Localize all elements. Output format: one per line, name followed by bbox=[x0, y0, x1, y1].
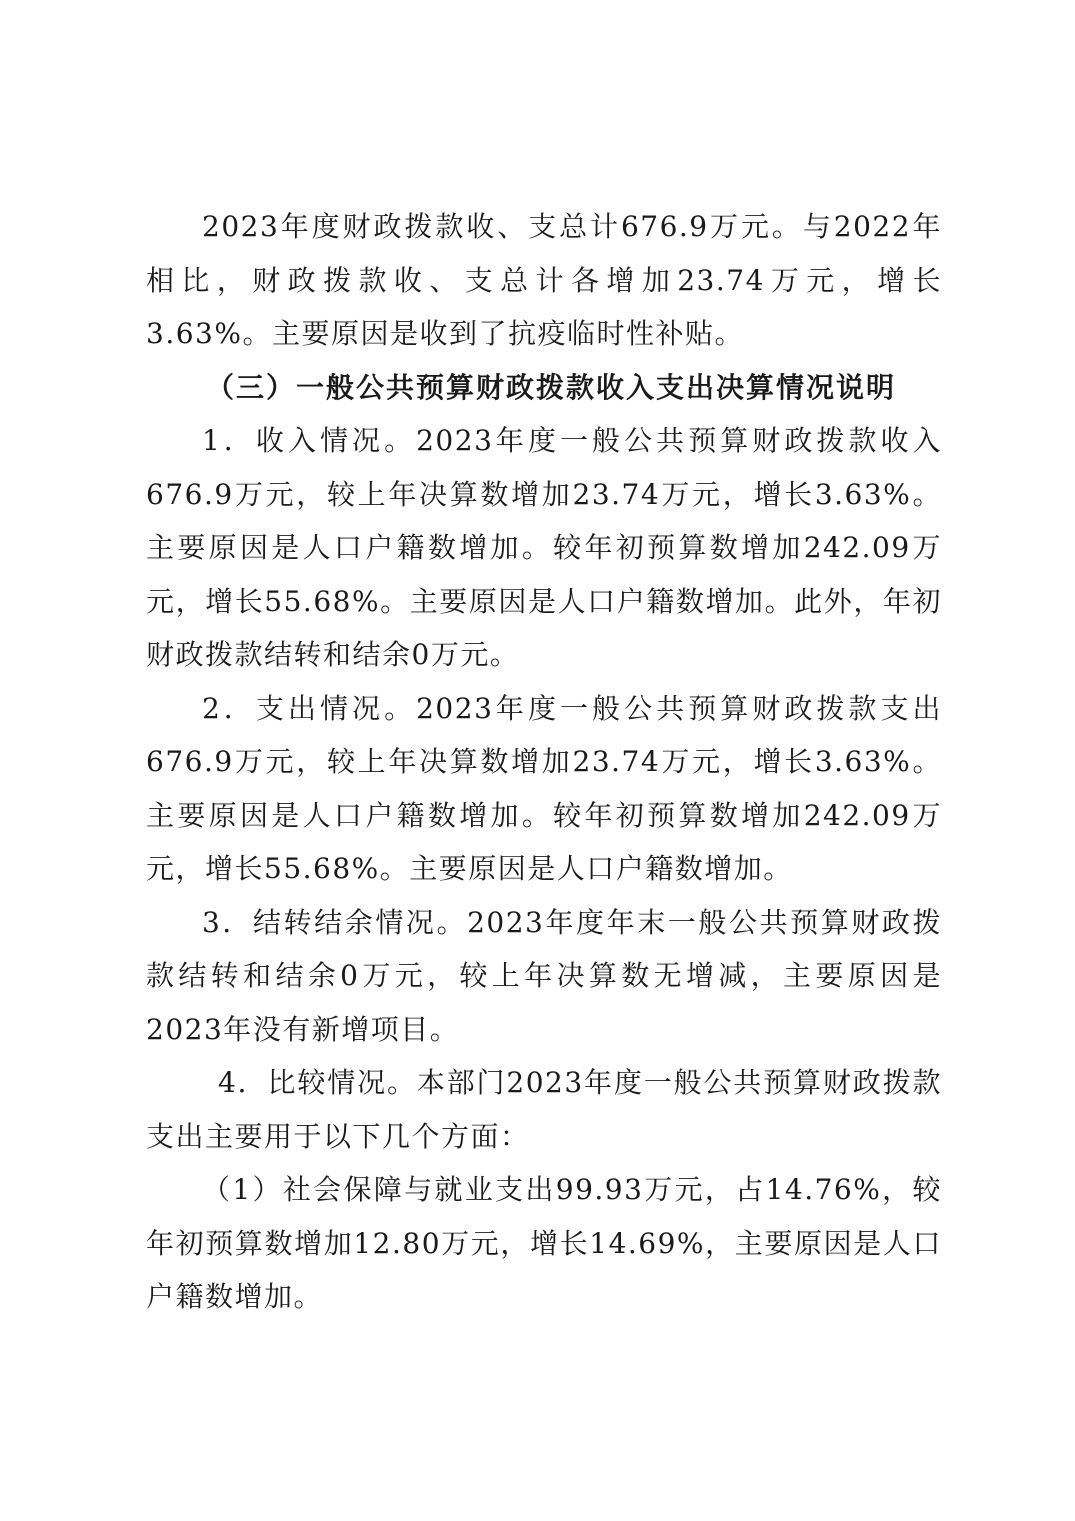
section-heading: （三）一般公共预算财政拨款收入支出决算情况说明 bbox=[206, 370, 897, 404]
comparison-paragraph: 4．比较情况。本部门2023年度一般公共预算财政拨款支出主要用于以下几个方面： bbox=[146, 1066, 942, 1153]
document-body bbox=[146, 200, 942, 1324]
fiscal-total-paragraph: 2023年度财政拨款收、支总计676.9万元。与2022年相比，财政拨款收、支总计各增加23.74万元，增长3.63%。主要原因是收到了抗疫临时性补贴。 bbox=[146, 210, 942, 350]
income-paragraph: 1．收入情况。2023年度一般公共预算财政拨款收入676.9万元，较上年决算数增加23.74万元，增长3.63%。主要原因是人口户籍数增加。较年初预算数增加242.09万元，增长55.68%。主要原因是人口户籍数增加。此外，年初财政拨款结转和结余0万元。 bbox=[146, 424, 942, 671]
social-security-item-paragraph: （1）社会保障与就业支出99.93万元，占14.76%，较年初预算数增加12.80万元，增长14.69%，主要原因是人口户籍数增加。 bbox=[146, 1173, 942, 1313]
expenditure-paragraph: 2．支出情况。2023年度一般公共预算财政拨款支出676.9万元，较上年决算数增加23.74万元，增长3.63%。主要原因是人口户籍数增加。较年初预算数增加242.09万元，增长55.68%。主要原因是人口户籍数增加。 bbox=[146, 691, 942, 885]
carryover-paragraph: 3．结转结余情况。2023年度年末一般公共预算财政拨款结转和结余0万元，较上年决算数无增减，主要原因是2023年没有新增项目。 bbox=[146, 905, 942, 1046]
